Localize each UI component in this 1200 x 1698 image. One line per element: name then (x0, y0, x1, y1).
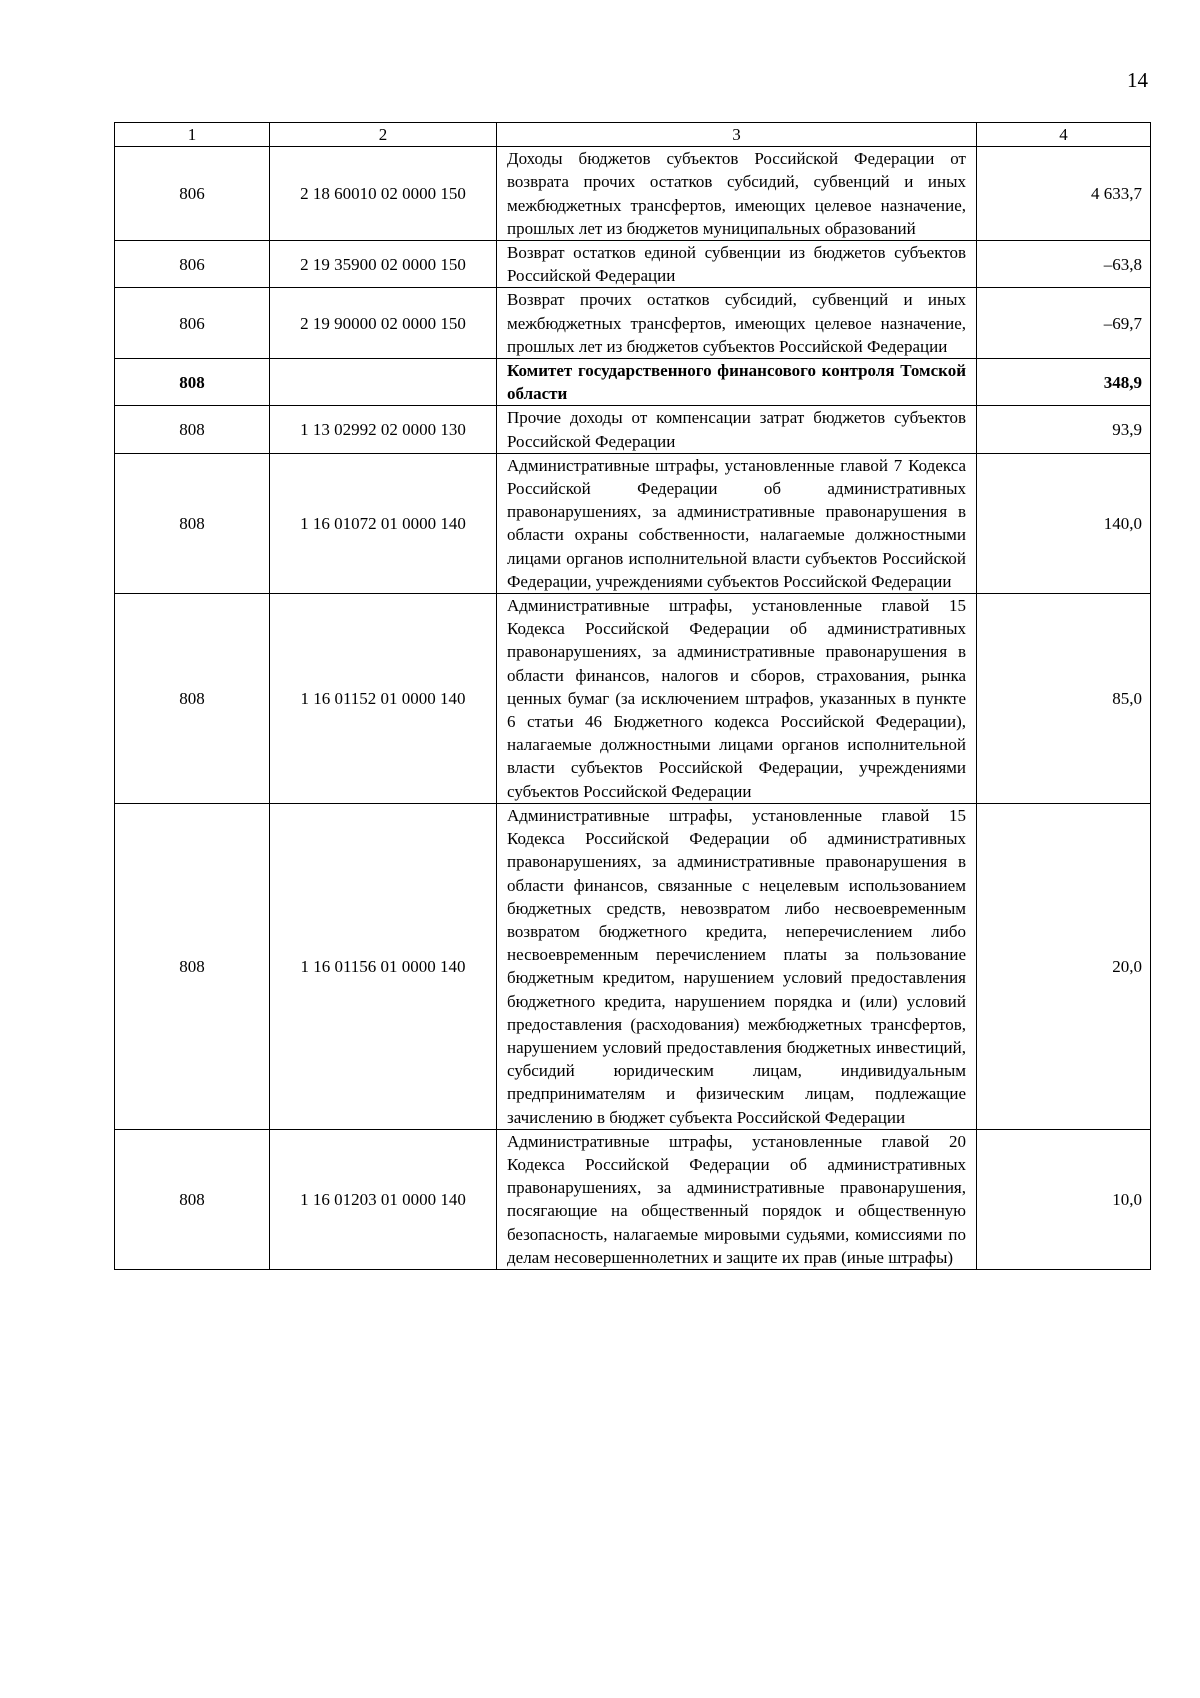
amount-cell: 85,0 (977, 594, 1151, 804)
revenue-name-cell: Административные штрафы, установленные главой 7 Кодекса Российской Федерации об административных правонарушениях, за административные правонарушения в области охраны собственности, налагаемые должностными лицами органов исполнительной власти субъектов Российской Федерации, учреждениями субъектов Российской Федерации (497, 453, 977, 593)
amount-cell: 348,9 (977, 359, 1151, 406)
revenue-name-cell: Административные штрафы, установленные главой 15 Кодекса Российской Федерации об административных правонарушениях, за административные правонарушения в области финансов, налогов и сборов, страхования, рынка ценных бумаг (за исключением штрафов, указанных в пункте 6 статьи 46 Бюджетного кодекса Российской Федерации), налагаемые должностными лицами органов исполнительной власти субъектов Российской Федерации, учреждениями субъектов Российской Федерации (497, 594, 977, 804)
admin-code-cell: 806 (115, 241, 270, 288)
revenue-code-cell: 1 13 02992 02 0000 130 (270, 406, 497, 453)
page-number: 14 (1127, 68, 1148, 92)
revenue-code-cell: 1 16 01156 01 0000 140 (270, 803, 497, 1129)
revenue-name-cell: Возврат остатков единой субвенции из бюджетов субъектов Российской Федерации (497, 241, 977, 288)
revenue-name-cell: Административные штрафы, установленные главой 20 Кодекса Российской Федерации об административных правонарушениях, за административные правонарушения, посягающие на общественный порядок и общественную безопасность, налагаемые мировыми судьями, комиссиями по делам несовершеннолетних и защите их прав (иные штрафы) (497, 1129, 977, 1269)
admin-code-cell: 806 (115, 147, 270, 241)
amount-cell: 10,0 (977, 1129, 1151, 1269)
revenue-code-cell: 2 19 35900 02 0000 150 (270, 241, 497, 288)
amount-cell: –69,7 (977, 288, 1151, 359)
table-row (115, 406, 1151, 453)
revenue-name-cell: Комитет государственного финансового контроля Томской области (497, 359, 977, 406)
amount-cell: 140,0 (977, 453, 1151, 593)
table-row (115, 803, 1151, 1129)
budget-revenue-table (114, 122, 1151, 1270)
table-header-row (115, 123, 1151, 147)
revenue-code-cell: 1 16 01072 01 0000 140 (270, 453, 497, 593)
amount-cell: –63,8 (977, 241, 1151, 288)
column-header: 1 (115, 123, 270, 147)
admin-code-cell: 808 (115, 803, 270, 1129)
amount-cell: 93,9 (977, 406, 1151, 453)
admin-code-cell: 808 (115, 1129, 270, 1269)
table-row (115, 241, 1151, 288)
column-header: 2 (270, 123, 497, 147)
admin-code-cell: 808 (115, 406, 270, 453)
revenue-code-cell: 2 18 60010 02 0000 150 (270, 147, 497, 241)
revenue-name-cell: Доходы бюджетов субъектов Российской Федерации от возврата прочих остатков субсидий, субвенций и иных межбюджетных трансфертов, имеющих целевое назначение, прошлых лет из бюджетов муниципальных образований (497, 147, 977, 241)
admin-code-cell: 808 (115, 359, 270, 406)
revenue-code-cell: 1 16 01203 01 0000 140 (270, 1129, 497, 1269)
amount-cell: 20,0 (977, 803, 1151, 1129)
column-header: 4 (977, 123, 1151, 147)
column-header: 3 (497, 123, 977, 147)
revenue-name-cell: Прочие доходы от компенсации затрат бюджетов субъектов Российской Федерации (497, 406, 977, 453)
admin-code-cell: 806 (115, 288, 270, 359)
revenue-name-cell: Административные штрафы, установленные главой 15 Кодекса Российской Федерации об административных правонарушениях, за административные правонарушения в области финансов, связанные с нецелевым использованием бюджетных средств, невозвратом либо несвоевременным возвратом бюджетного кредита, неперечислением либо несвоевременным перечислением платы за пользование бюджетным кредитом, нарушением условий предоставления бюджетного кредита, нарушением порядка и (или) условий предоставления (расходования) межбюджетных трансфертов, нарушением условий предоставления бюджетных инвестиций, субсидий юридическим лицам, индивидуальным предпринимателям и физическим лицам, подлежащие зачислению в бюджет субъекта Российской Федерации (497, 803, 977, 1129)
revenue-code-cell: 2 19 90000 02 0000 150 (270, 288, 497, 359)
table-row (115, 594, 1151, 804)
revenue-code-cell: 1 16 01152 01 0000 140 (270, 594, 497, 804)
admin-code-cell: 808 (115, 453, 270, 593)
table-row (115, 453, 1151, 593)
amount-cell: 4 633,7 (977, 147, 1151, 241)
admin-code-cell: 808 (115, 594, 270, 804)
revenue-name-cell: Возврат прочих остатков субсидий, субвенций и иных межбюджетных трансфертов, имеющих целевое назначение, прошлых лет из бюджетов субъектов Российской Федерации (497, 288, 977, 359)
table-row (115, 1129, 1151, 1269)
table-row (115, 288, 1151, 359)
table-row (115, 147, 1151, 241)
revenue-code-cell (270, 359, 497, 406)
table-row-section-heading (115, 359, 1151, 406)
